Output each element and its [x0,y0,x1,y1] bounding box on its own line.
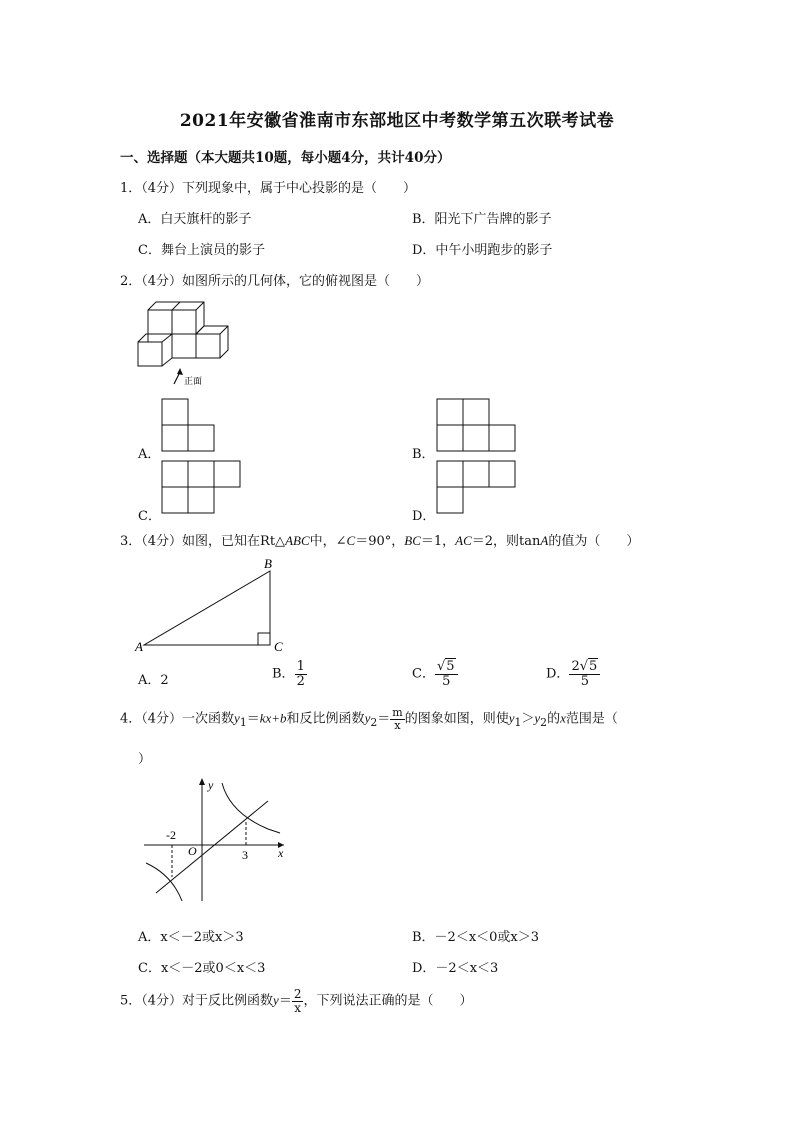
question-3-option-d: D． $\frac{2√5}{5}$ [546,660,600,688]
question-4-stem-close: ） [138,752,152,767]
page-title: 2021年安徽省淮南市东部地区中考数学第五次联考试卷 [179,111,615,131]
question-2-option-d: D． [412,509,436,524]
vertex-b-label: B [264,556,272,571]
question-1-stem: 1．（4分）下列现象中，属于中心投影的是（ ） [120,181,417,196]
question-2-option-c: C． [138,509,161,524]
linear-function-line [156,801,268,893]
y-axis-label: y [208,778,214,792]
question-2-option-b: B． [412,447,435,462]
tick-3: 3 [242,848,248,862]
option-b-grid [436,398,520,454]
question-4-option-a: A．x＜－2或x＞3 [138,930,244,945]
right-triangle-figure [132,555,292,655]
question-1-option-c: C．舞台上演员的影子 [138,243,265,258]
vertex-c-label: C [274,639,283,654]
hyperbola-upper-branch [222,783,280,833]
option-d-grid [436,460,520,516]
question-3-option-a: A．2 [138,673,169,688]
question-4-option-b: B．－2＜x＜0或x＞3 [412,930,540,945]
question-3-option-c: C． $\frac{√5}{5}$ [412,660,458,688]
question-2-option-a: A． [138,447,161,462]
question-4-option-c: C．x＜－2或0＜x＜3 [138,961,266,976]
question-4-stem: 4．（4分）一次函数$y_1=kx+b$和反比例函数$y_2=$ $\frac{m}{x}$ 的图象如图，则使$y_1>y_2$的x范围是（ [120,706,618,732]
question-5-stem: 5．（4分）对于反比例函数y＝ $\frac{2}{x}$ ，下列说法正确的是（ ） [120,987,473,1015]
option-a-grid [161,398,221,454]
tick-neg-2: -2 [166,828,176,842]
cube-solid-figure [130,296,240,391]
section-heading: 一、选择题（本大题共10题，每小题4分，共计40分） [120,150,451,166]
question-3-stem: 3．（4分）如图，已知在Rt△ABC中，∠C＝90°，BC＝1，AC＝2，则tanA的值为（ ） [120,533,640,549]
question-1-option-b: B．阳光下广告牌的影子 [412,212,552,227]
origin-label: O [188,844,197,858]
front-arrow [174,368,183,384]
hyperbola-lower-branch [146,863,182,901]
question-4-option-d: D．－2＜x＜3 [412,961,499,976]
front-label: 正面 [184,376,203,386]
question-1-option-d: D．中午小明跑步的影子 [412,243,553,258]
function-graph [138,775,298,905]
question-2-stem: 2．（4分）如图所示的几何体，它的俯视图是（ ） [120,274,430,289]
option-c-grid [161,460,245,516]
x-axis-label: x [278,846,284,860]
question-1-option-a: A．白天旗杆的影子 [138,212,252,227]
question-3-option-b: B． $\frac{1}{2}$ [272,659,305,689]
vertex-a-label: A [135,639,143,654]
